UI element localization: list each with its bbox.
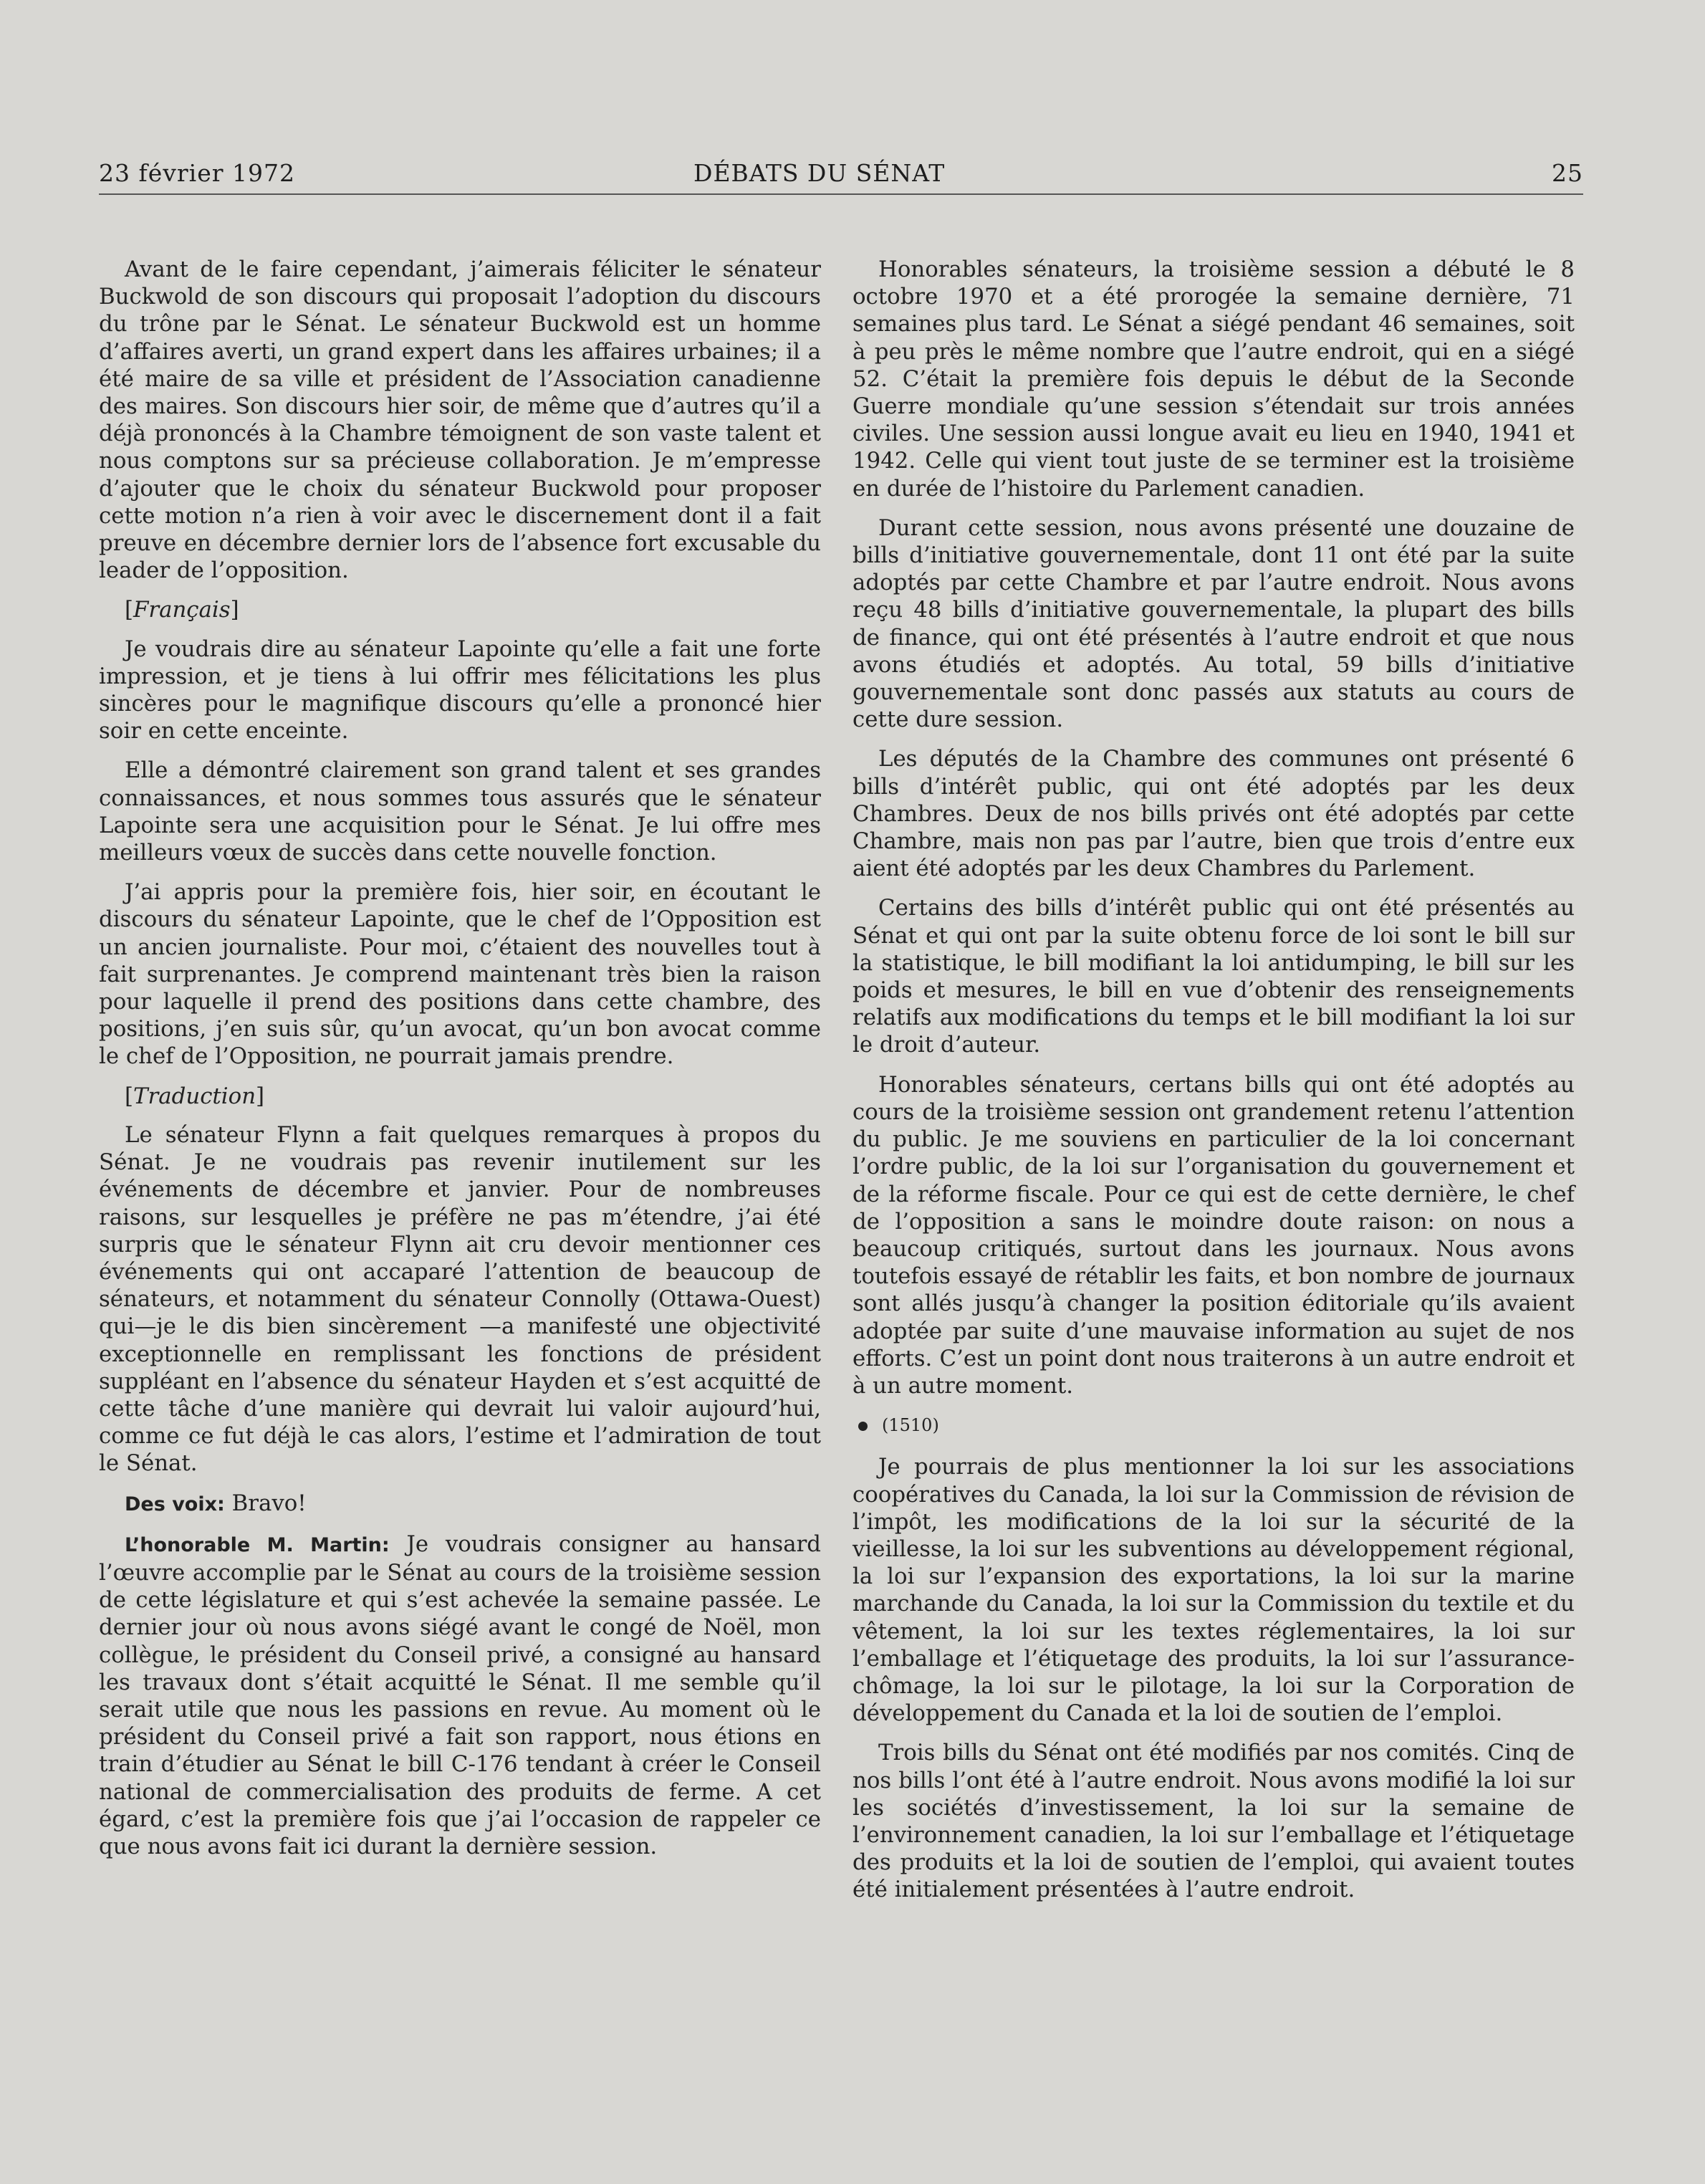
paragraph: Trois bills du Sénat ont été modifiés par nos comités. Cinq de nos bills l’ont été à l’autre endroit. Nous avons modifié la loi sur les sociétés d’investissement, la loi sur la semaine de l’environnement canadien, la loi sur l’emballage et l’étiquetage des produits et la loi de soutien de l’emploi, qui avaient toutes été initialement présentées à l’autre endroit.	[852, 1740, 1575, 1903]
right-column	[852, 256, 1575, 1916]
page-header	[99, 156, 1583, 195]
paragraph: Honorables sénateurs, certans bills qui ont été adoptés au cours de la troisième session ont grandement retenu l’attention du public. Je me souviens en particulier de la loi concernant l’ordre public, de la loi sur l’organisation du gouvernement et de la réforme fiscale. Pour ce qui est de cette dernière, le chef de l’opposition a sans le moindre doute raison: on nous a beaucoup critiqués, surtout dans les journaux. Nous avons toutefois essayé de rétablir les faits, et bon nombre de journaux sont allés jusqu’à changer la position éditoriale qu’ils avaient adoptée par suite d’une mauvaise information au sujet de nos efforts. C’est un point dont nous traiterons à un autre endroit et à un autre moment.	[852, 1071, 1575, 1399]
time-marker	[858, 1412, 1575, 1439]
interjection	[99, 1490, 821, 1518]
section-label-text: Traduction	[133, 1083, 256, 1109]
header-title: DÉBATS DU SÉNAT	[693, 159, 946, 187]
time-marker-text: (1510)	[882, 1415, 939, 1436]
paragraph: Je pourrais de plus mentionner la loi sur les associations coopératives du Canada, la loi sur la Commission de révision de l’impôt, les modifications de la loi sur la sécurité de la vieillesse, la loi sur les subventions au développement régional, la loi sur l’expansion des exportations, la loi sur la marine marchande du Canada, la loi sur la Commission du textile et du vêtement, la loi sur les textes réglementaires, la loi sur l’emballage et l’étiquetage des produits, la loi sur l’assurance-chômage, la loi sur le pilotage, la loi sur la Corporation de développement du Canada et la loi de soutien de l’emploi.	[852, 1454, 1575, 1727]
paragraph: J’ai appris pour la première fois, hier soir, en écoutant le discours du sénateur Lapointe, que le chef de l’Opposition est un ancien journaliste. Pour moi, c’étaient des nouvelles tout à fait surprenantes. Je comprend maintenant très bien la raison pour laquelle il prend des positions dans cette chambre, des positions, j’en suis sûr, qu’un avocat, qu’un bon avocat comme le chef de l’Opposition, ne pourrait jamais prendre.	[99, 879, 821, 1070]
section-label-traduction: [Traduction]	[125, 1083, 265, 1109]
speaker-name: Des voix:	[125, 1493, 225, 1515]
section-label-francais: [Français]	[125, 597, 239, 623]
paragraph: Avant de le faire cependant, j’aimerais féliciter le sénateur Buckwold de son discours qui proposait l’adoption du discours du trône par le Sénat. Le sénateur Buckwold est un homme d’affaires averti, un grand expert dans les affaires urbaines; il a été maire de sa ville et président de l’Association canadienne des maires. Son discours hier soir, de même que d’autres qu’il a déjà prononcés à la Chambre témoignent de son vaste talent et nous comptons sur sa précieuse collaboration. Je m’empresse d’ajouter que le choix du sénateur Buckwold pour proposer cette motion n’a rien à voir avec le discernement dont il a fait preuve en décembre dernier lors de l’absence fort excusable du leader de l’opposition.	[99, 257, 821, 584]
speaker-name: L’honorable M. Martin:	[125, 1533, 390, 1556]
speech-text: Bravo!	[231, 1490, 307, 1516]
paragraph: Je voudrais dire au sénateur Lapointe qu’elle a fait une forte impression, et je tiens à lui offrir mes félicitations les plus sincères pour le magnifique discours qu’elle a prononcé hier soir en cette enceinte.	[99, 636, 821, 744]
header-date: 23 février 1972	[99, 159, 295, 187]
paragraph: Certains des bills d’intérêt public qui ont été présentés au Sénat et qui ont par la suite obtenu force de loi sont le bill sur la statistique, le bill modifiant la loi antidumping, le bill sur les poids et mesures, le bill en vue d’obtenir des renseignements relatifs aux modifications du temps et le bill modifiant la loi sur le droit d’auteur.	[852, 895, 1575, 1058]
speech-text: Je voudrais consigner au hansard l’œuvre accomplie par le Sénat au cours de la troisième session de cette législature et qui s’est achevée la semaine passée. Le dernier jour où nous avons siégé avant le congé de Noël, mon collègue, le président du Conseil privé, a consigné au hansard les travaux dont s’était acquitté le Sénat. Il me semble qu’il serait utile que nous les passions en revue. Au moment où le président du Conseil privé a fait son rapport, nous étions en train d’étudier au Sénat le bill C-176 tendant à créer le Conseil national de commercialisation des produits de ferme. A cet égard, c’est la première fois que j’ai l’occasion de rappeler ce que nous avons fait ici durant la dernière session.	[99, 1531, 822, 1859]
paragraph: Les députés de la Chambre des communes ont présenté 6 bills d’intérêt public, qui ont été adoptés par les deux Chambres. Deux de nos bills privés ont été adoptés par cette Chambre, mais non pas par l’autre, bien que trois d’entre eux aient été adoptés par les deux Chambres du Parlement.	[852, 746, 1575, 882]
page-number: 25	[1552, 159, 1583, 187]
paragraph: Durant cette session, nous avons présenté une douzaine de bills d’initiative gouvernementale, dont 11 ont été par la suite adoptés par cette Chambre et par l’autre endroit. Nous avons reçu 48 bills d’initiative gouvernementale, la plupart des bills de finance, qui ont été présentés à l’autre endroit et que nous avons étudiés et adoptés. Au total, 59 bills d’initiative gouvernementale sont donc passés aux statuts au cours de cette dure session.	[852, 514, 1575, 733]
paragraph: Elle a démontré clairement son grand talent et ses grandes connaissances, et nous sommes tous assurés que le sénateur Lapointe sera une acquisition pour le Sénat. Je lui offre mes meilleurs vœux de succès dans cette nouvelle fonction.	[99, 757, 821, 866]
bullet-icon	[858, 1422, 868, 1431]
paragraph: Honorables sénateurs, la troisième session a débuté le 8 octobre 1970 et a été prorogée la semaine dernière, 71 semaines plus tard. Le Sénat a siégé pendant 46 semaines, soit à peu près le même nombre que l’autre endroit, qui en a siégé 52. C’était la première fois depuis le début de la Seconde Guerre mondiale qu’une session s’étendait sur trois années civiles. Une session aussi longue avait eu lieu en 1940, 1941 et 1942. Celle qui vient tout juste de se terminer est la troisième en durée de l’histoire du Parlement canadien.	[852, 257, 1575, 502]
speech	[99, 1531, 821, 1860]
paragraph: Le sénateur Flynn a fait quelques remarques à propos du Sénat. Je ne voudrais pas revenir inutilement sur les événements de décembre et janvier. Pour de nombreuses raisons, sur lesquelles je préfère ne pas m’étendre, j’ai été surpris que le sénateur Flynn ait cru devoir mentionner ces événements qui ont accaparé l’attention de beaucoup de sénateurs, et notamment du sénateur Connolly (Ottawa-Ouest) qui—je le dis bien sincèrement —a manifesté une objectivité exceptionnelle en remplissant les fonctions de président suppléant en l’absence du sénateur Hayden et s’est acquitté de cette tâche d’une manière qui devrait lui valoir aujourd’hui, comme ce fut déjà le cas alors, l’estime et l’admiration de tout le Sénat.	[99, 1121, 821, 1477]
left-column	[99, 256, 821, 1872]
section-label-text: Français	[133, 597, 231, 623]
